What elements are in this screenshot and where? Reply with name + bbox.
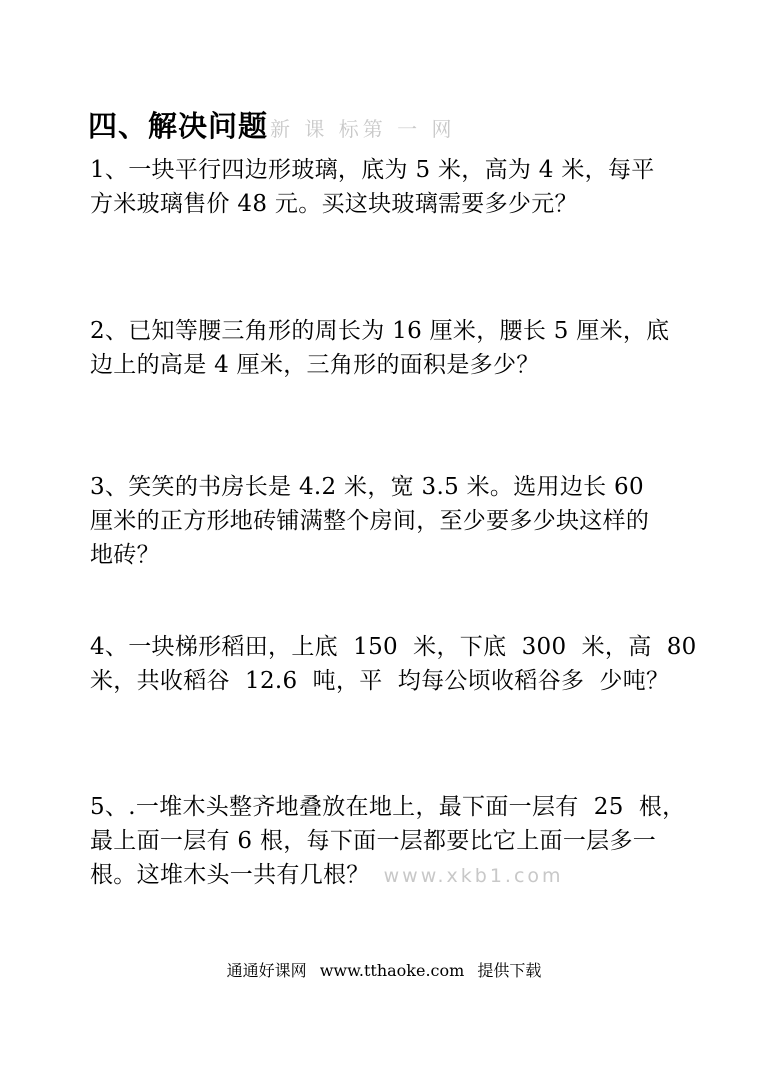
problem-1-line-2: 方米玻璃售价 48 元。买这块玻璃需要多少元？ <box>90 191 578 217</box>
problem-5-line-1: 5、.一堆木头整齐地叠放在地上，最下面一层有 25 根， <box>90 794 686 820</box>
watermark-inline: www.xkb1.com <box>383 865 564 887</box>
problem-3-line-2: 厘米的正方形地砖铺满整个房间，至少要多少块这样的 <box>90 508 650 534</box>
problem-3-line-3: 地砖？ <box>90 542 160 568</box>
problem-4 <box>90 630 697 698</box>
problem-3-line-1: 3、笑笑的书房长是 4.2 米，宽 3.5 米。选用边长 60 <box>90 474 644 500</box>
problem-5-line-3 <box>90 858 690 893</box>
problem-4-line-2: 米，共收稻谷 12.6 吨，平 均每公顷收稻谷多 少吨？ <box>90 668 670 694</box>
section-heading-row <box>88 104 455 145</box>
problem-2-line-2: 边上的高是 4 厘米，三角形的面积是多少？ <box>90 352 540 378</box>
problem-2 <box>90 314 690 382</box>
problem-4-line-1: 4、一块梯形稻田，上底 150 米，下底 300 米，高 80 <box>90 634 697 660</box>
footer-site-name: 通通好课网 <box>226 961 307 980</box>
problem-2-line-1: 2、已知等腰三角形的周长为 16 厘米，腰长 5 厘米，底 <box>90 318 670 344</box>
footer <box>0 958 768 981</box>
section-heading: 四、解决问题 <box>88 109 269 143</box>
problem-5 <box>90 790 690 893</box>
problem-1 <box>90 153 690 221</box>
problem-5-line-2: 最上面一层有 6 根，每下面一层都要比它上面一层多一 <box>90 828 657 854</box>
problem-3 <box>90 470 690 572</box>
problem-5-line-3-text: 根。这堆木头一共有几根？ <box>90 862 370 888</box>
problem-1-line-1: 1、一块平行四边形玻璃，底为 5 米，高为 4 米，每平 <box>90 157 655 183</box>
watermark-top: 新 课 标第 一 网 <box>270 117 456 141</box>
footer-url[interactable]: www.tthaoke.com <box>319 961 465 980</box>
footer-action: 提供下载 <box>477 961 542 980</box>
